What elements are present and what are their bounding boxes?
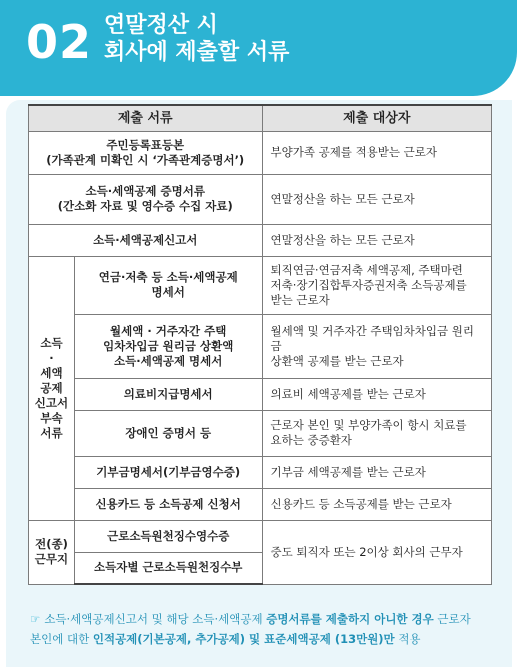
target-cell: 연말정산을 하는 모든 근로자 <box>262 174 492 224</box>
target-cell: 퇴직연금·연금저축 세액공제, 주택마련 저축·장기집합투자증권저축 소득공제를 받는 근로자 <box>262 256 492 314</box>
doc-cell: 기부금명세서(기부금영수증) <box>74 456 262 488</box>
note-text: 소득·세액공제신고서 및 해당 소득·세액공제 <box>44 612 267 626</box>
note-text: 적용 <box>394 632 421 646</box>
note-emphasis: 증명서류를 제출하지 아니한 경우 <box>266 612 434 626</box>
doc-cell: 근로소득원천징수영수증 <box>74 520 262 552</box>
table-row <box>29 314 492 378</box>
footnote <box>30 609 500 649</box>
section-title-line2: 회사에 제출할 서류 <box>104 40 290 65</box>
doc-cell: 의료비지급명세서 <box>74 378 262 410</box>
doc-cell: 연금·저축 등 소득·세액공제 명세서 <box>74 256 262 314</box>
section-header <box>0 0 517 96</box>
table-row <box>29 456 492 488</box>
target-cell: 중도 퇴직자 또는 2이상 회사의 근무자 <box>262 520 492 584</box>
note-emphasis: 인적공제(기본공제, 추가공제) 및 표준세액공제 (13만원)만 <box>92 632 395 646</box>
table-row <box>29 174 492 224</box>
section-number: 02 <box>26 15 93 69</box>
pointing-hand-icon: ☞ <box>30 612 41 626</box>
table-row <box>29 378 492 410</box>
doc-cell: 장애인 증명서 등 <box>74 410 262 456</box>
documents-table <box>28 104 492 585</box>
column-header-documents: 제출 서류 <box>29 105 263 131</box>
target-cell: 부양가족 공제를 적용받는 근로자 <box>262 131 492 174</box>
target-cell: 의료비 세액공제를 받는 근로자 <box>262 378 492 410</box>
table-row <box>29 224 492 256</box>
target-cell: 월세액 및 거주자간 주택임차차입금 원리금 상환액 공제를 받는 근로자 <box>262 314 492 378</box>
doc-cell: 신용카드 등 소득공제 신청서 <box>74 488 262 520</box>
section-title-line1: 연말정산 시 <box>104 13 218 38</box>
table-row <box>29 410 492 456</box>
note-text: 본인에 대한 <box>30 632 93 646</box>
doc-cell: 월세액 · 거주자간 주택 임차차입금 원리금 상환액 소득·세액공제 명세서 <box>74 314 262 378</box>
table-row <box>29 131 492 174</box>
target-cell: 연말정산을 하는 모든 근로자 <box>262 224 492 256</box>
section-title <box>104 12 289 66</box>
note-text: 근로자 <box>433 612 471 626</box>
doc-cell: 소득·세액공제 증명서류 (간소화 자료 및 영수증 수집 자료) <box>29 174 263 224</box>
table-header-row <box>29 105 492 131</box>
table-row <box>29 256 492 314</box>
target-cell: 신용카드 등 소득공제를 받는 근로자 <box>262 488 492 520</box>
target-cell: 근로자 본인 및 부양가족이 항시 치료를 요하는 중증환자 <box>262 410 492 456</box>
target-cell: 기부금 세액공제를 받는 근로자 <box>262 456 492 488</box>
column-header-target: 제출 대상자 <box>262 105 492 131</box>
table-row <box>29 488 492 520</box>
group-label-previous-workplace: 전(종) 근무지 <box>29 520 75 584</box>
table-row <box>29 520 492 552</box>
doc-cell: 소득·세액공제신고서 <box>29 224 263 256</box>
group-label-attachments: 소득 · 세액 공제 신고서 부속 서류 <box>29 256 75 520</box>
doc-cell: 소득자별 근로소득원천징수부 <box>74 552 262 584</box>
doc-cell: 주민등록표등본 (가족관계 미확인 시 ‘가족관계증명서’) <box>29 131 263 174</box>
